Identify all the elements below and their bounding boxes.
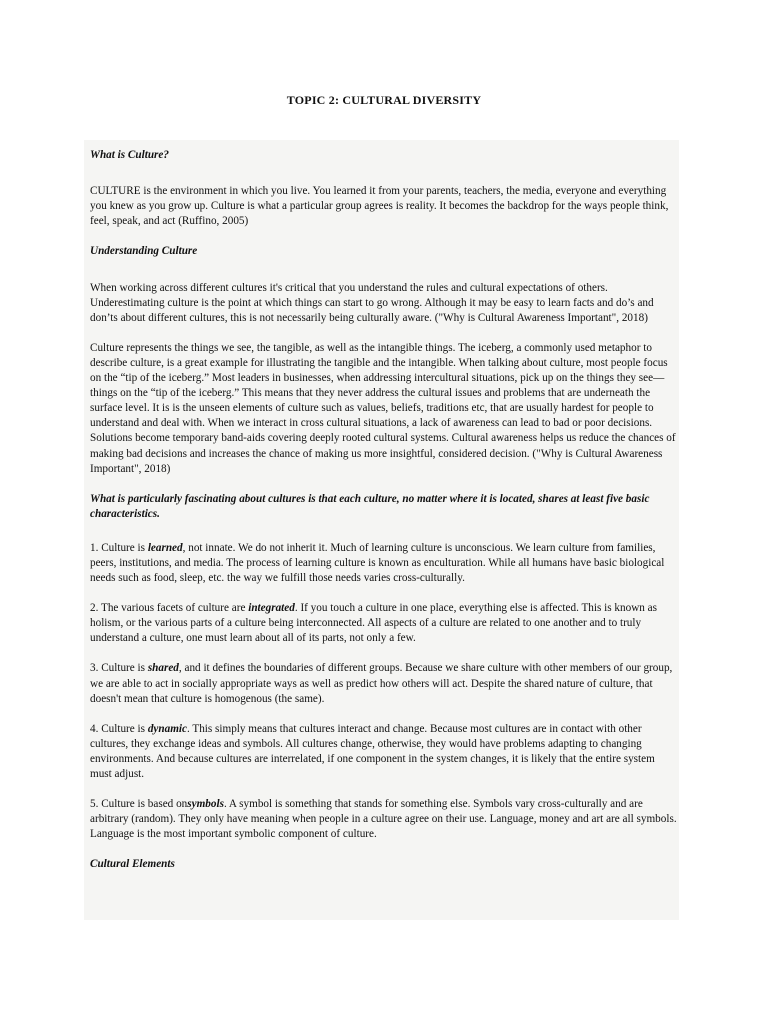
- item-keyword: integrated: [248, 602, 295, 615]
- paragraph-culture-definition: CULTURE is the environment in which you live. You learned it from your parents, teachers, the media, everyone and everything you knew as you grow up. Culture is what a particular group agrees is reality. It becomes the backdrop for the ways people think, feel, speak, and act (Ruffino, 2005): [90, 185, 669, 228]
- item-text: . A symbol is something that stands for something else. Symbols vary cross-culturally and are arbitrary (random). They only have meaning when people in a culture agree on their use. Language, money and art are all symbols. Language is the most important symbolic component of culture.: [90, 798, 677, 841]
- item-prefix: 2. The various facets of culture are: [90, 602, 249, 615]
- characteristic-item-shared: [90, 661, 678, 706]
- item-prefix: 3. Culture is: [90, 662, 148, 675]
- section-heading-understanding-culture: Understanding Culture: [90, 245, 198, 258]
- document-body: [90, 93, 678, 893]
- item-text: . If you touch a culture in one place, everything else is affected. This is known as holism, or the various parts of a culture being interconnected. All aspects of a culture are related to one another and to truly understand a culture, one must learn about all of its parts, not only a few.: [90, 602, 657, 645]
- section-heading-what-is-culture: What is Culture?: [90, 149, 169, 162]
- item-keyword: shared: [147, 662, 179, 675]
- item-keyword: symbols: [187, 798, 224, 811]
- characteristic-item-dynamic: [90, 722, 678, 782]
- paragraph-understanding-culture-1: When working across different cultures it's critical that you understand the rules and cultural expectations of others. Underestimating culture is the point at which things can start to go wrong. Although it may be easy to learn facts and do’s and don’ts about different cultures, this is not necessarily being culturally aware. ("Why is Cultural Awareness Important", 2018): [90, 281, 654, 324]
- item-keyword: learned: [147, 541, 183, 554]
- characteristic-item-symbols: [90, 797, 678, 842]
- document-title: TOPIC 2: CULTURAL DIVERSITY: [286, 93, 482, 107]
- item-prefix: 1. Culture is: [90, 541, 148, 554]
- item-prefix: 5. Culture is based on: [90, 798, 188, 811]
- item-keyword: dynamic: [147, 722, 187, 735]
- paragraph-understanding-culture-2: Culture represents the things we see, the tangible, as well as the intangible things. The iceberg, a commonly used metaphor to describe culture, is a great example for illustrating the tangible and the intangible. When talking about culture, most people focus on the “tip of the iceberg.” Most leaders in businesses, when addressing intercultural situations, pick up on the things they see—things on the “tip of the iceberg.” This means that they never address the cultural issues and problems that are underneath the surface level. It is is the unseen elements of culture such as values, beliefs, traditions etc, that are usually hardest for people to understand and deal with. When we interact in cross cultural situations, a lack of awareness can lead to bad or poor decisions. Solutions become temporary band-aids covering deeply rooted cultural systems. Cultural awareness helps us reduce the chances of making bad decisions and increases the chance of making us more insightful, considered decision. ("Why is Cultural Awareness Important", 2018): [90, 341, 676, 475]
- item-text: , not innate. We do not inherit it. Much of learning culture is unconscious. We learn culture from families, peers, institutions, and media. The process of learning culture is known as enculturation. While all humans have basic biological needs such as food, sleep, etc. the way we fulfill those needs varies cross-culturally.: [90, 541, 665, 585]
- section-heading-characteristics: What is particularly fascinating about cultures is that each culture, no matter where it is located, shares at least five basic characteristics.: [90, 492, 650, 520]
- item-prefix: 4. Culture is: [90, 722, 148, 735]
- characteristic-item-learned: [90, 541, 678, 586]
- characteristic-item-integrated: [90, 601, 678, 646]
- section-heading-cultural-elements: Cultural Elements: [90, 858, 175, 871]
- item-text: . This simply means that cultures interact and change. Because most cultures are in contact with other cultures, they exchange ideas and symbols. All cultures change, otherwise, they would have problems adapting to changing environments. And because cultures are interrelated, if one component in the system changes, it is likely that the entire system must adjust.: [90, 722, 655, 780]
- item-text: , and it defines the boundaries of different groups. Because we share culture with other members of our group, we are able to act in socially appropriate ways as well as predict how others will act. Despite the shared nature of culture, that doesn't mean that culture is homogenous (the same).: [90, 662, 673, 705]
